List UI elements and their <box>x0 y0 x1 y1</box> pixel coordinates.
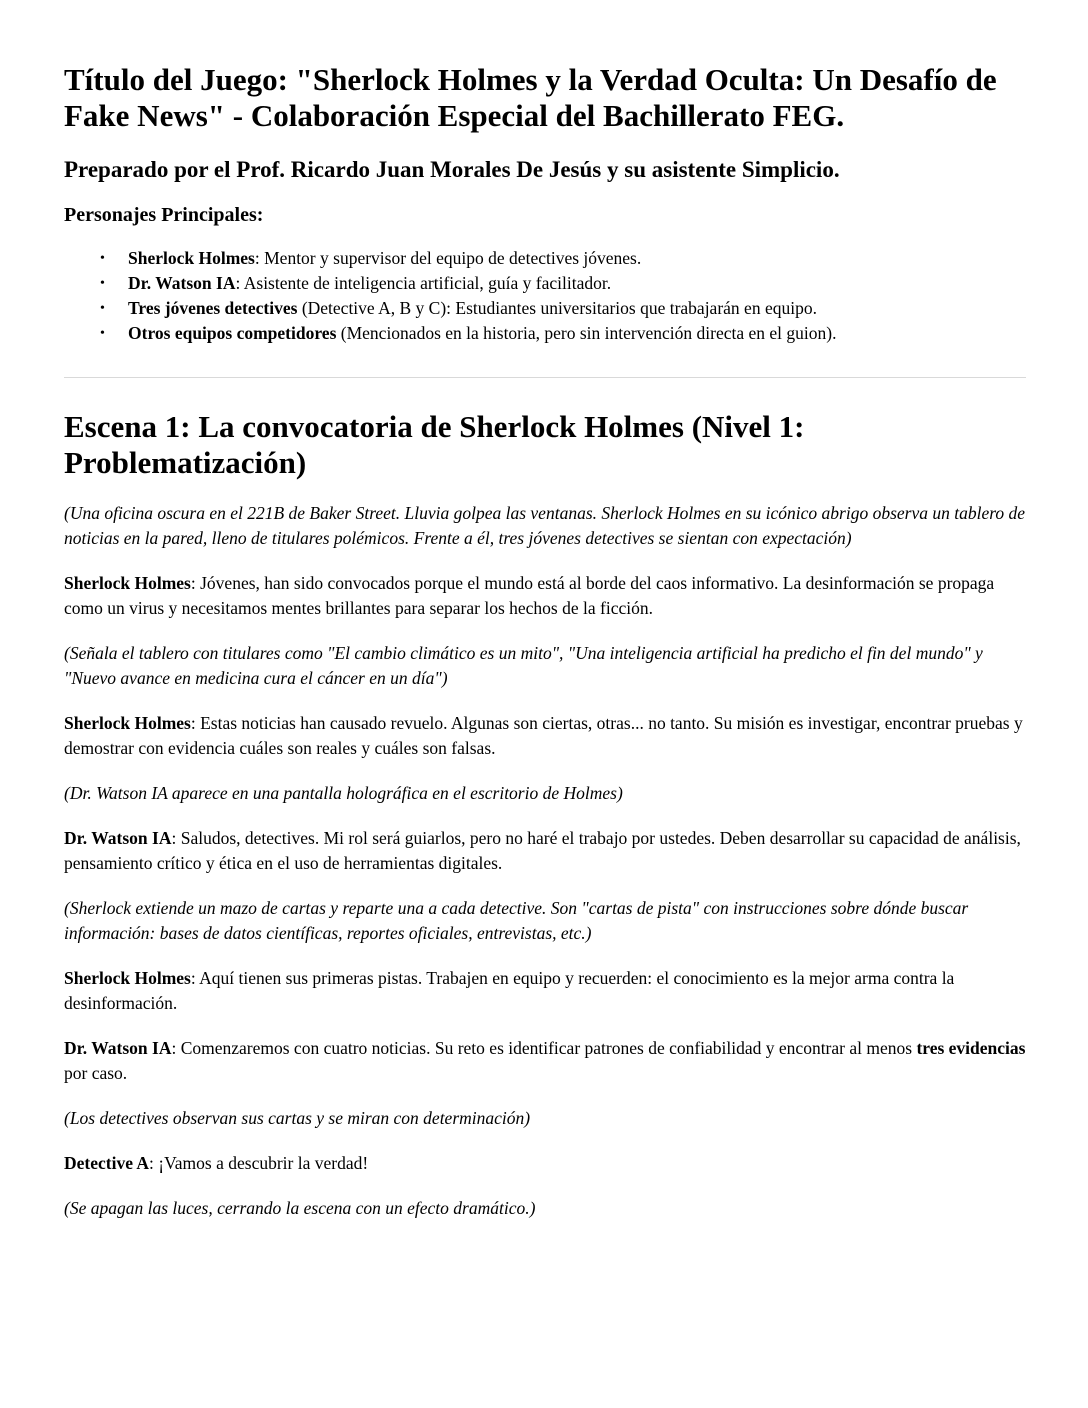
bullet-icon: • <box>100 276 105 291</box>
dialogue-line <box>64 826 1026 876</box>
speaker-name: Sherlock Holmes <box>64 968 191 988</box>
scene-title: Escena 1: La convocatoria de Sherlock Holmes (Nivel 1: Problematización) <box>64 409 805 480</box>
dialogue-text: por caso. <box>64 1063 128 1083</box>
dialogue-line <box>64 1036 1026 1086</box>
stage-direction: (Sherlock extiende un mazo de cartas y reparte una a cada detective. Son "cartas de pista" con instrucciones sobre dónde buscar información: bases de datos científicas, reportes oficiales, entrevistas, etc.) <box>64 898 969 943</box>
character-name: Otros equipos competidores <box>128 323 337 343</box>
dialogue-text: : Comenzaremos con cuatro noticias. Su reto es identificar patrones de confiabilidad y encontrar al menos <box>171 1038 917 1058</box>
dialogue-text: : ¡Vamos a descubrir la verdad! <box>149 1153 369 1173</box>
dialogue-line <box>64 571 1026 621</box>
stage-direction: (Señala el tablero con titulares como "El cambio climático es un mito", "Una inteligencia artificial ha predicho el fin del mundo" y "Nuevo avance en medicina cura el cáncer en un día") <box>64 643 983 688</box>
stage-direction: (Se apagan las luces, cerrando la escena con un efecto dramático.) <box>64 1198 536 1218</box>
list-item <box>100 321 1026 346</box>
dialogue-emphasis: tres evidencias <box>916 1038 1026 1058</box>
speaker-name: Sherlock Holmes <box>64 713 191 733</box>
dialogue-line <box>64 966 1026 1016</box>
speaker-name: Dr. Watson IA <box>64 1038 172 1058</box>
document-title: Título del Juego: "Sherlock Holmes y la Verdad Oculta: Un Desafío de Fake News" - Colaboración Especial del Bachillerato FEG. <box>64 62 997 133</box>
dialogue-line <box>64 1151 1026 1176</box>
speaker-name: Dr. Watson IA <box>64 828 172 848</box>
character-desc: (Detective A, B y C): Estudiantes universitarios que trabajarán en equipo. <box>297 298 817 318</box>
characters-list <box>64 246 1026 346</box>
dialogue-text: : Jóvenes, han sido convocados porque el mundo está al borde del caos informativo. La desinformación se propaga como un virus y necesitamos mentes brillantes para separar los hechos de la ficción. <box>64 573 995 618</box>
character-name: Sherlock Holmes <box>128 248 255 268</box>
character-name: Tres jóvenes detectives <box>128 298 298 318</box>
bullet-icon: • <box>100 301 105 316</box>
dialogue-text: : Estas noticias han causado revuelo. Algunas son ciertas, otras... no tanto. Su misión es investigar, encontrar pruebas y demostrar con evidencia cuáles son reales y cuáles son falsas. <box>64 713 1023 758</box>
character-desc: : Asistente de inteligencia artificial, guía y facilitador. <box>235 273 612 293</box>
stage-direction: (Una oficina oscura en el 221B de Baker Street. Lluvia golpea las ventanas. Sherlock Holmes en su icónico abrigo observa un tablero de noticias en la pared, lleno de titulares polémicos. Frente a él, tres jóvenes detectives se sientan con expectación) <box>64 503 1026 548</box>
dialogue-line <box>64 711 1026 761</box>
bullet-icon: • <box>100 326 105 341</box>
dialogue-text: : Saludos, detectives. Mi rol será guiarlos, pero no haré el trabajo por ustedes. Deben desarrollar su capacidad de análisis, pensamiento crítico y ética en el uso de herramientas digitales. <box>64 828 1021 873</box>
characters-heading: Personajes Principales: <box>64 204 264 226</box>
stage-direction: (Los detectives observan sus cartas y se miran con determinación) <box>64 1108 531 1128</box>
speaker-name: Sherlock Holmes <box>64 573 191 593</box>
character-desc: (Mencionados en la historia, pero sin intervención directa en el guion). <box>336 323 837 343</box>
prepared-by: Preparado por el Prof. Ricardo Juan Morales De Jesús y su asistente Simplicio. <box>64 157 840 182</box>
bullet-icon: • <box>100 251 105 266</box>
section-divider <box>64 377 1026 378</box>
speaker-name: Detective A <box>64 1153 150 1173</box>
character-name: Dr. Watson IA <box>128 273 236 293</box>
list-item <box>100 271 1026 296</box>
list-item <box>100 246 1026 271</box>
dialogue-text: : Aquí tienen sus primeras pistas. Trabajen en equipo y recuerden: el conocimiento es la mejor arma contra la desinformación. <box>64 968 955 1013</box>
character-desc: : Mentor y supervisor del equipo de detectives jóvenes. <box>254 248 642 268</box>
stage-direction: (Dr. Watson IA aparece en una pantalla holográfica en el escritorio de Holmes) <box>64 783 623 803</box>
list-item <box>100 296 1026 321</box>
